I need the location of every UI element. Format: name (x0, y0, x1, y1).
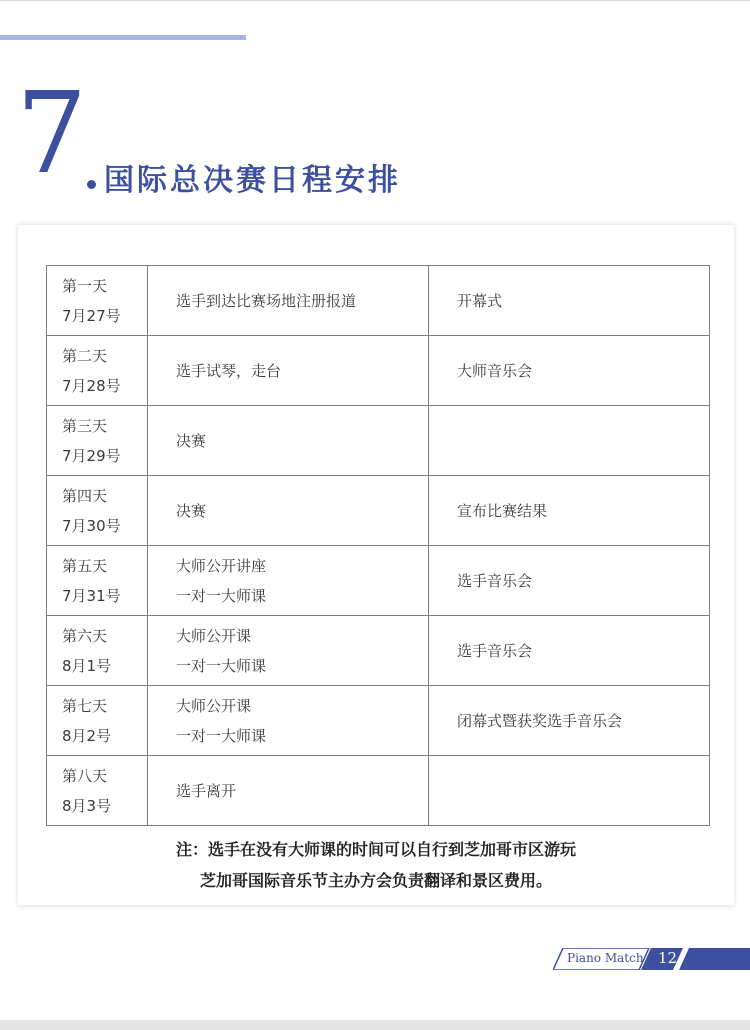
day-date: 7月29号 (62, 446, 121, 465)
day-cell (47, 616, 148, 686)
table-row (47, 336, 710, 406)
day-name: 第六天 (62, 626, 108, 645)
schedule-table-body (47, 266, 710, 826)
day-date: 7月28号 (62, 376, 121, 395)
activity-cell (148, 686, 429, 756)
activity-cell (148, 616, 429, 686)
day-name: 第八天 (62, 766, 108, 785)
day-name: 第五天 (62, 556, 108, 575)
table-row (47, 406, 710, 476)
activity-line: 决赛 (176, 431, 207, 450)
table-row (47, 616, 710, 686)
activity-cell (148, 756, 429, 826)
activity-line: 选手离开 (176, 781, 237, 800)
day-date: 7月31号 (62, 586, 121, 605)
activity-cell (148, 406, 429, 476)
schedule-table (46, 265, 710, 826)
activity-line: 一对一大师课 (176, 726, 267, 745)
event-cell: 选手音乐会 (429, 616, 710, 686)
table-row (47, 546, 710, 616)
activity-line: 选手试琴，走台 (176, 361, 282, 380)
schedule-card (18, 225, 734, 905)
activity-line: 大师公开讲座 (176, 556, 267, 575)
event-cell: 选手音乐会 (429, 546, 710, 616)
event-cell (429, 756, 710, 826)
note-line-2: 芝加哥国际音乐节主办方会负责翻译和景区费用。 (199, 871, 552, 890)
section-number: 7 (16, 69, 88, 199)
activity-line: 一对一大师课 (176, 656, 267, 675)
section-title: 国际总决赛日程安排 (104, 163, 401, 198)
activity-line: 大师公开课 (176, 696, 252, 715)
day-date: 7月30号 (62, 516, 121, 535)
activity-line: 决赛 (176, 501, 207, 520)
activity-cell (148, 546, 429, 616)
day-cell (47, 686, 148, 756)
top-border-line (0, 0, 750, 1)
day-name: 第三天 (62, 416, 108, 435)
event-cell: 大师音乐会 (429, 336, 710, 406)
footer-brand: Piano Match (567, 951, 644, 965)
table-row (47, 756, 710, 826)
activity-cell (148, 336, 429, 406)
bottom-strip (0, 1020, 750, 1030)
day-date: 8月2号 (62, 726, 112, 745)
day-name: 第四天 (62, 486, 108, 505)
day-name: 第一天 (62, 276, 108, 295)
activity-line: 一对一大师课 (176, 586, 267, 605)
day-name: 第二天 (62, 346, 108, 365)
header-accent-bar (0, 35, 246, 40)
day-cell (47, 546, 148, 616)
title-dot (87, 180, 96, 189)
table-row (47, 476, 710, 546)
day-cell (47, 406, 148, 476)
day-date: 7月27号 (62, 306, 121, 325)
table-row (47, 686, 710, 756)
activity-cell (148, 476, 429, 546)
footer-badge (553, 948, 750, 970)
event-cell: 闭幕式暨获奖选手音乐会 (429, 686, 710, 756)
activity-line: 选手到达比赛场地注册报道 (176, 291, 357, 310)
table-row (47, 266, 710, 336)
day-cell (47, 266, 148, 336)
day-cell (47, 756, 148, 826)
page-number: 12 (658, 949, 678, 967)
activity-cell (148, 266, 429, 336)
activity-line: 大师公开课 (176, 626, 252, 645)
day-name: 第七天 (62, 696, 108, 715)
event-cell (429, 406, 710, 476)
note-line-1: 注：选手在没有大师课的时间可以自行到芝加哥市区游玩 (175, 840, 576, 859)
day-date: 8月1号 (62, 656, 112, 675)
day-cell (47, 476, 148, 546)
event-cell: 宣布比赛结果 (429, 476, 710, 546)
day-date: 8月3号 (62, 796, 112, 815)
day-cell (47, 336, 148, 406)
event-cell: 开幕式 (429, 266, 710, 336)
